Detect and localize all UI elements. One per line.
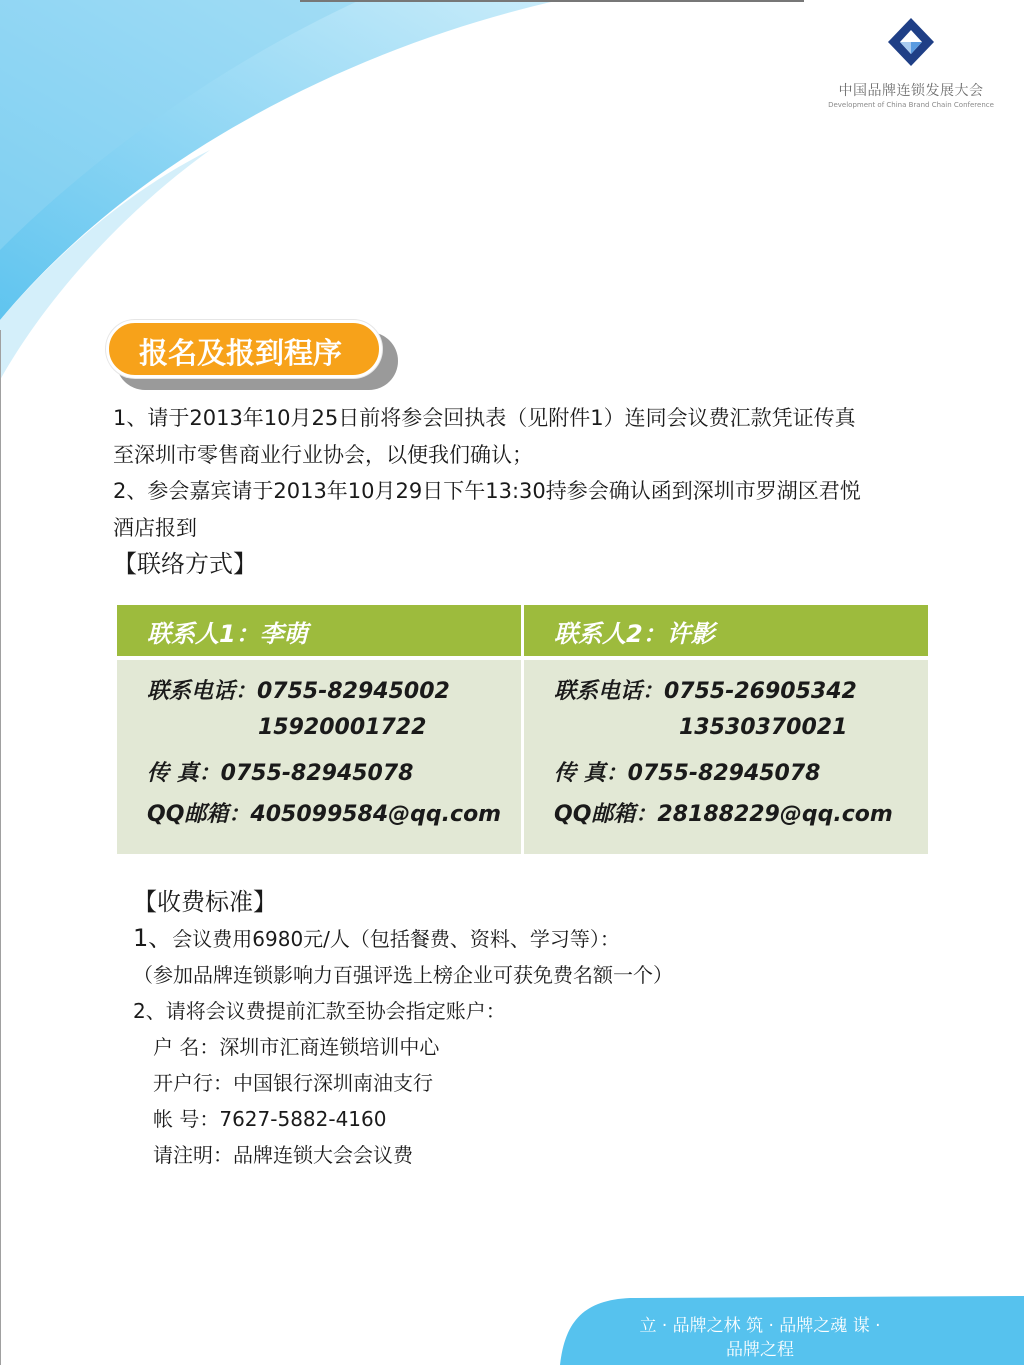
footer-slogan <box>600 1314 920 1362</box>
fee-item-1 <box>133 920 673 957</box>
contact1-mobile: 15920001722 <box>258 715 427 740</box>
contact1-phone: 联系电话：0755-82945002 <box>147 679 450 704</box>
contact1-details <box>117 660 521 854</box>
procedure-line: 2、参会嘉宾请于2013年10月29日下午13:30持参会确认函到深圳市罗湖区君悦 <box>113 479 861 503</box>
fees-text <box>133 920 673 1173</box>
procedure-line: 1、请于2013年10月25日前将参会回执表（见附件1）连同会议费汇款凭证传真 <box>113 406 856 430</box>
fee-item-1-number: 1、 <box>133 924 173 952</box>
procedure-text <box>113 400 933 546</box>
badge-pill <box>106 320 382 378</box>
contact2-phone: 联系电话：0755-26905342 <box>554 679 857 704</box>
contact2-email: QQ邮箱：28188229@qq.com <box>554 802 893 827</box>
contact1-header-cell <box>117 605 521 656</box>
contact2-header: 联系人2：许影 <box>554 620 715 648</box>
contact1-fax: 传 真：0755-82945078 <box>147 761 414 786</box>
section-title: 报名及报到程序 <box>139 336 343 370</box>
fee-item-1-text: 会议费用6980元/人（包括餐费、资料、学习等）： <box>172 927 620 951</box>
logo-name-cn: 中国品牌连锁发展大会 <box>838 83 984 99</box>
conference-logo <box>826 16 996 116</box>
slogan-line-1: 立 · 品牌之林 筑 · 品牌之魂 谋 · <box>639 1316 881 1336</box>
section-title-badge <box>106 320 398 394</box>
contact2-details <box>524 660 928 854</box>
diamond-logo-icon <box>886 16 936 76</box>
payment-note: 请注明：品牌连锁大会会议费 <box>153 1143 413 1167</box>
slogan-line-2: 品牌之程 <box>726 1340 794 1360</box>
contact2-mobile: 13530370021 <box>679 715 848 740</box>
account-number: 帐 号：7627-5882-4160 <box>153 1107 387 1131</box>
logo-name-en: Development of China Brand Chain Conference <box>828 101 994 109</box>
contact-table <box>117 605 928 854</box>
account-name: 户 名：深圳市汇商连锁培训中心 <box>153 1035 440 1059</box>
fees-heading: 【收费标准】 <box>133 888 277 916</box>
contact2-fax: 传 真：0755-82945078 <box>554 761 821 786</box>
contact2-header-cell <box>524 605 928 656</box>
fee-item-1-note: （参加品牌连锁影响力百强评选上榜企业可获免费名额一个） <box>133 963 673 987</box>
contact-heading: 【联络方式】 <box>113 550 257 578</box>
fee-item-2: 2、请将会议费提前汇款至协会指定账户： <box>133 999 506 1023</box>
procedure-line: 酒店报到 <box>113 515 197 540</box>
contact1-email: QQ邮箱：405099584@qq.com <box>147 802 502 827</box>
procedure-line: 至深圳市零售商业行业协会，以便我们确认； <box>113 442 533 467</box>
account-bank: 开户行：中国银行深圳南油支行 <box>153 1071 433 1095</box>
contact1-header: 联系人1：李萌 <box>147 620 308 648</box>
